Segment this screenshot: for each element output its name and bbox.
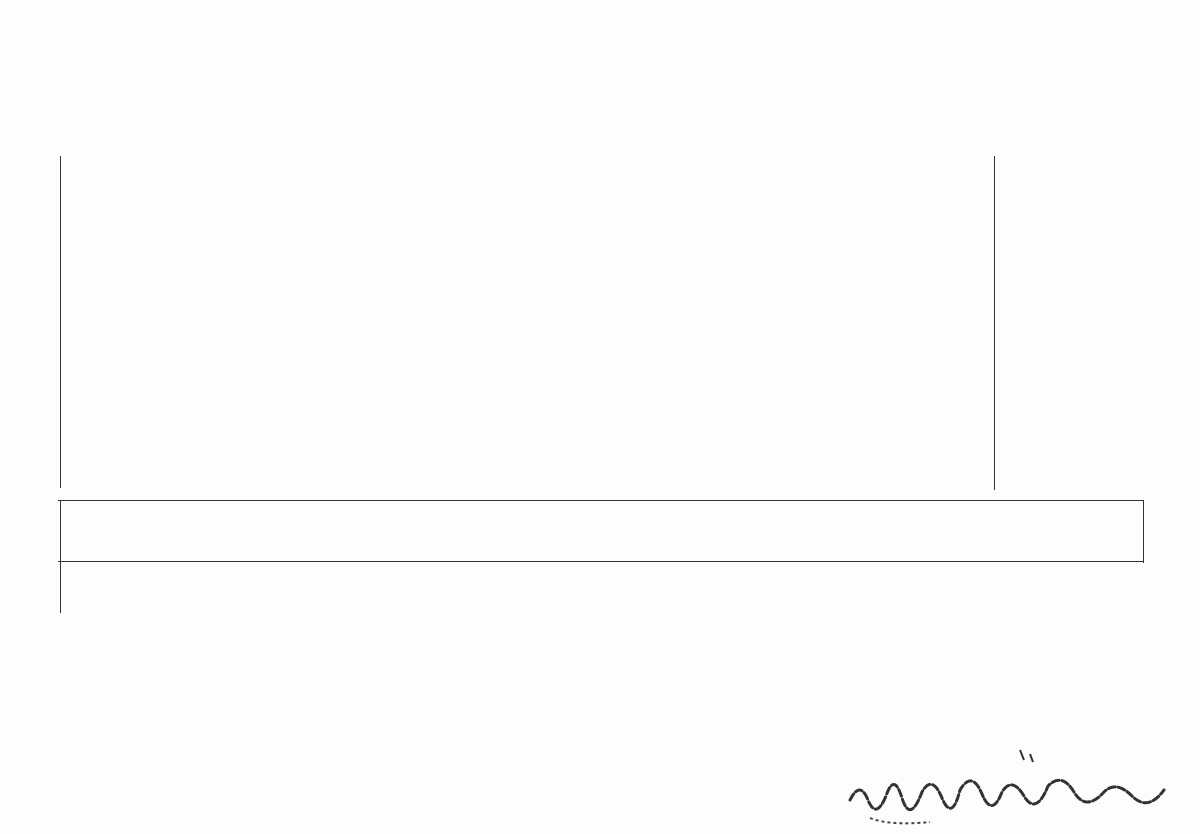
signature-scribble <box>830 740 1200 834</box>
left-rule-2 <box>60 501 61 563</box>
subtotal-rule-2 <box>58 561 1144 562</box>
subtotal-rule-1 <box>58 500 1144 501</box>
institution-rule-1 <box>994 156 995 490</box>
left-rule-3 <box>60 563 61 613</box>
right-rule-2 <box>1143 501 1144 563</box>
left-rule-1 <box>60 156 61 488</box>
